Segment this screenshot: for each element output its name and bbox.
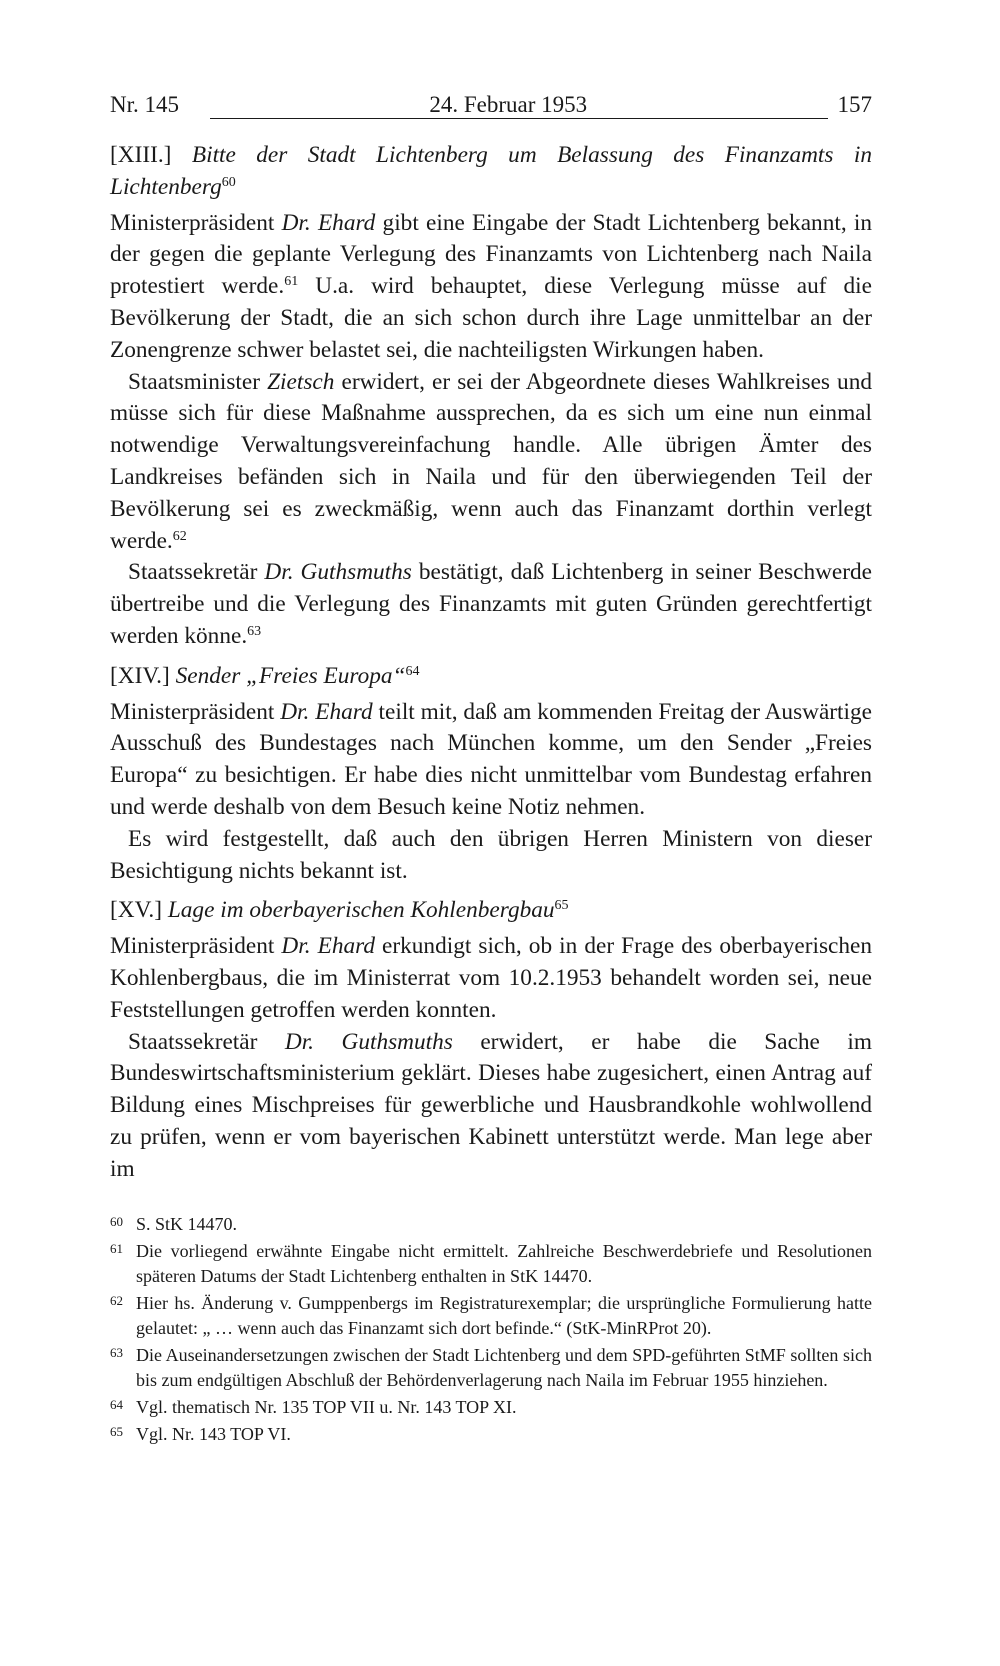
- footnote: [110, 1291, 872, 1341]
- paragraph: Staatsminister Zietsch erwidert, er sei der Abgeordnete dieses Wahlkreises und müsse sich für diese Maßnahme aussprechen, da es sich um eine nun einmal notwendige Verwaltungsvereinfachung handle. Alle übrigen Ämter des Landkreises befänden sich in Naila und für den überwiegenden Teil der Bevölkerung sei es zweckmäßig, wenn auch das Finanzamt dorthin verlegt werde.$^{62}$: [110, 368, 872, 554]
- footnote-ref: 63: [247, 623, 262, 639]
- footnote-ref: 64: [405, 663, 420, 679]
- speaker-name: Dr. Guthsmuths: [264, 559, 412, 586]
- running-header: [110, 82, 872, 122]
- footnote-ref: 65: [554, 898, 569, 914]
- footnote: [110, 1212, 872, 1237]
- speaker-name: Dr. Guthsmuths: [284, 1028, 453, 1055]
- footnote-text: Die Auseinandersetzungen zwischen der Stadt Lichtenberg und dem SPD-geführten StMF sollten sich bis zum endgültigen Abschluß der Behördenverlagerung nach Naila im Februar 1955 hinziehen.: [136, 1345, 872, 1390]
- section-heading-xiv: [110, 661, 872, 693]
- speaker-name: Dr. Ehard: [280, 698, 373, 725]
- paragraph: Ministerpräsident Dr. Ehard teilt mit, daß am kommenden Freitag der Auswärtige Ausschuß des Bundestages nach München komme, um den Sender „Freies Europa“ zu besichtigen. Er habe dies nicht unmittelbar vom Bundestag erfahren und werde deshalb von dem Besuch keine Notiz nehmen.: [110, 698, 872, 820]
- section-number: [XIII.]: [110, 142, 172, 168]
- footnote: [110, 1239, 872, 1289]
- paragraph: Ministerpräsident Dr. Ehard erkundigt sich, ob in der Frage des oberbayerischen Kohlenbergbaus, die im Ministerrat vom 10.2.1953 behandelt worden sei, neue Feststellungen getroffen werden konnten.: [110, 933, 872, 1023]
- document-number: Nr. 145: [110, 92, 179, 117]
- section-heading-xv: [110, 895, 872, 927]
- footnotes: [110, 1212, 872, 1449]
- footnote-ref: 62: [172, 528, 187, 544]
- footnote: [110, 1343, 872, 1393]
- paragraph: Staatssekretär Dr. Guthsmuths bestätigt, daß Lichtenberg in seiner Beschwerde übertreibe und die Verlegung des Finanzamts mit guten Gründen gerechtfertigt werden könne.$^{63}$: [110, 559, 873, 649]
- footnote-text: Vgl. thematisch Nr. 135 TOP VII u. Nr. 143 TOP XI.: [136, 1397, 517, 1417]
- paragraph: Staatssekretär Dr. Guthsmuths erwidert, er habe die Sache im Bundeswirtschaftsministerium geklärt. Dieses habe zugesichert, einen Antrag auf Bildung eines Mischpreises für gewerbliche und Hausbrandkohle wohlwollend zu prüfen, wenn er vom bayerischen Kabinett unterstützt werde. Man lege aber im: [110, 1028, 872, 1182]
- footnote-text: Hier hs. Änderung v. Gumppenbergs im Registraturexemplar; die ursprüngliche Formulierung hatte gelautet: „ … wenn auch das Finanzamt sich dort befinde.“ (StK-MinRProt 20).: [136, 1293, 872, 1338]
- footnote-number: 65: [110, 1424, 123, 1439]
- footnote-ref: 61: [284, 274, 299, 290]
- page-number: 157: [837, 92, 872, 117]
- header-date: 24. Februar 1953: [429, 92, 588, 117]
- footnote-number: 63: [110, 1345, 123, 1360]
- footnote-text: Die vorliegend erwähnte Eingabe nicht ermittelt. Zahlreiche Beschwerdebriefe und Resolutionen späteren Datums der Stadt Lichtenberg enthalten in StK 14470.: [136, 1241, 872, 1286]
- speaker-name: Zietsch: [267, 368, 335, 395]
- footnote-number: 62: [110, 1293, 123, 1308]
- footnote: [110, 1422, 872, 1447]
- header-rule: [210, 118, 828, 119]
- paragraph: Ministerpräsident Dr. Ehard gibt eine Eingabe der Stadt Lichtenberg bekannt, in der gegen die geplante Verlegung des Finanzamts von Lichtenberg nach Naila protestiert werde.$^{61}$ U.a. wird behauptet, diese Verlegung müsse auf die Bevölkerung der Stadt, die an sich schon durch ihre Lage unmittelbar an der Zonengrenze schwer belastet sei, die nachteiligsten Wirkungen haben.: [110, 209, 872, 363]
- footnote-ref: 60: [221, 174, 236, 190]
- main-text: [110, 140, 872, 1186]
- section-title: Lage im oberbayerischen Kohlenbergbau: [167, 897, 555, 924]
- section-number: [XIV.]: [110, 662, 170, 689]
- section-title: Sender „Freies Europa“: [175, 662, 406, 689]
- footnote-number: 60: [110, 1214, 123, 1229]
- footnote-number: 64: [110, 1397, 123, 1412]
- section-heading-xiii: [110, 140, 872, 204]
- section-number: [XV.]: [110, 897, 162, 924]
- footnote-text: Vgl. Nr. 143 TOP VI.: [136, 1424, 291, 1444]
- footnote-text: S. StK 14470.: [136, 1214, 238, 1234]
- section-title: Bitte der Stadt Lichtenberg um Belassung des Finanzamts in Lichtenberg: [110, 142, 872, 200]
- footnote-number: 61: [110, 1241, 123, 1256]
- footnote: [110, 1395, 872, 1420]
- speaker-name: Dr. Ehard: [281, 933, 375, 960]
- speaker-name: Dr. Ehard: [281, 209, 376, 236]
- paragraph: Es wird festgestellt, daß auch den übrigen Herren Ministern von dieser Besichtigung nichts bekannt ist.: [110, 825, 872, 884]
